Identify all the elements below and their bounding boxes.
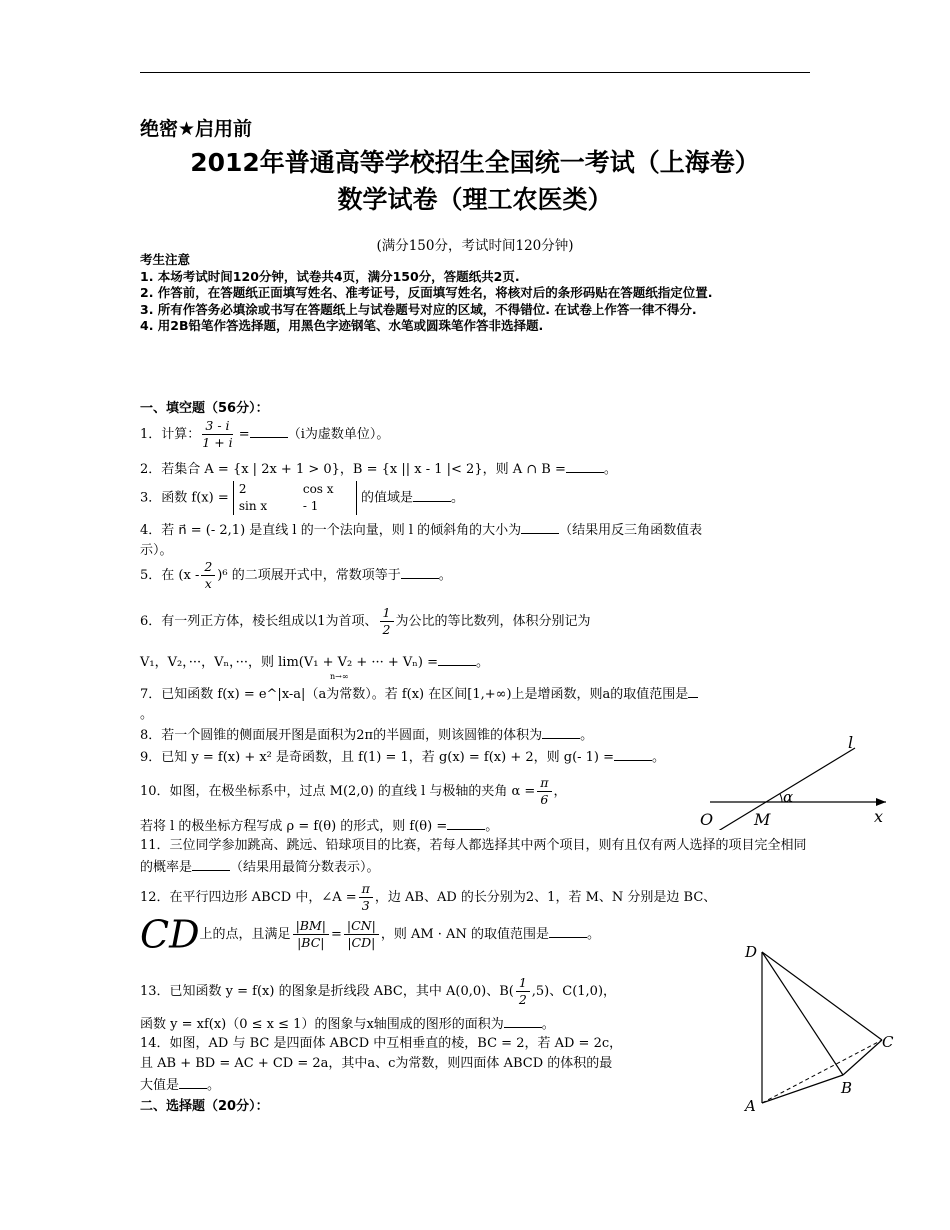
top-rule bbox=[140, 72, 810, 73]
question-4: 4．若 n⃗ = (- 2,1) 是直线 l 的一个法向量，则 l 的倾斜角的大小为 （结果用反三角函数值表 示）。 bbox=[140, 519, 812, 561]
answer-blank bbox=[549, 923, 587, 938]
answer-blank bbox=[192, 856, 230, 871]
fraction: $\frac{\pi}{6}$ bbox=[537, 775, 551, 808]
question-1: 1．计算： $\frac{3 - i}{1 + i}$ = （i为虚数单位）。 bbox=[140, 418, 390, 450]
notes-heading: 考生注意 bbox=[140, 252, 191, 267]
label-l: l bbox=[848, 733, 854, 752]
question-12-line2: CD上的点，且满足 $\frac{|BM|}{|BC|}$ = $\frac{|CN|}{|CD|}$ ，则 AM · AN 的取值范围是 。 bbox=[140, 912, 600, 957]
fraction: $\frac{2}{x}$ bbox=[201, 559, 215, 592]
exam-title: 2012年普通高等学校招生全国统一考试（上海卷） bbox=[190, 148, 760, 177]
question-2: 2．若集合 A = {x | 2x + 1 > 0}，B = {x || x - 1 |< 2}，则 A ∩ B = 。 bbox=[140, 458, 812, 480]
fraction: $\frac{1}{2}$ bbox=[516, 975, 530, 1008]
question-12: 12．在平行四边形 ABCD 中，∠A = $\frac{\pi}{3}$ ，边 AB、AD 的长分别为2、1，若 M、N 分别是边 BC、 bbox=[140, 881, 717, 913]
question-6: 6．有一列正方体，棱长组成以1为首项、 $\frac{1}{2}$ 为公比的等比数列，体积分别记为 bbox=[140, 605, 591, 637]
polar-axis-figure bbox=[690, 730, 890, 830]
answer-blank bbox=[447, 815, 485, 830]
label-x: x bbox=[874, 807, 884, 826]
question-3: 3．函数 f(x) = 2 cos x sin x - 1 的值域是 。 bbox=[140, 482, 465, 513]
fraction: $\frac{|BM|}{|BC|}$ bbox=[293, 918, 329, 951]
answer-blank bbox=[542, 724, 580, 739]
fraction: $\frac{|CN|}{|CD|}$ bbox=[344, 918, 379, 951]
exam-subject: 数学试卷（理工农医类） bbox=[337, 185, 613, 214]
question-11: 11．三位同学参加跳高、跳远、铅球项目的比赛，若每人都选择其中两个项目，则有且仅有两人选择的项目完全相同的概率是 （结果用最简分数表示）。 bbox=[140, 838, 807, 875]
note-item: 3. 所有作答务必填涂或书写在答题纸上与试卷题号对应的区域，不得错位. 在试卷上作答一律不得分. bbox=[140, 301, 697, 317]
question-5: 5．在 (x - $\frac{2}{x}$ )⁶ 的二项展开式中，常数项等于 。 bbox=[140, 559, 452, 591]
answer-blank bbox=[688, 683, 698, 698]
answer-blank bbox=[413, 487, 451, 502]
answer-blank bbox=[504, 1013, 542, 1028]
question-6-line2: V₁，V₂，···，Vₙ，···，则 lim(V₁ + V₂ + ··· + Vₙ) = 。 n→∞ bbox=[140, 651, 812, 673]
fraction: $\frac{\pi}{3}$ bbox=[359, 881, 373, 914]
fraction: $\frac{1}{2}$ bbox=[380, 605, 394, 638]
axis-arrow bbox=[876, 798, 886, 806]
note-item: 2. 作答前，在答题纸正面填写姓名、准考证号，反面填写姓名，将核对后的条形码贴在答题纸指定位置. bbox=[140, 285, 713, 300]
label-alpha: α bbox=[783, 788, 794, 806]
answer-blank bbox=[179, 1074, 207, 1089]
question-7: 7．已知函数 f(x) = e^|x-a|（a为常数）。若 f(x) 在区间[1,+∞)上是增函数，则a的取值范围是 。 bbox=[140, 683, 812, 725]
answer-blank bbox=[566, 458, 604, 473]
note-item: 4. 用2B铅笔作答选择题，用黑色字迹钢笔、水笔或圆珠笔作答非选择题. bbox=[140, 318, 544, 333]
label-O: O bbox=[700, 810, 714, 829]
edge-DB bbox=[762, 952, 843, 1075]
edge-DC bbox=[762, 952, 882, 1040]
answer-blank bbox=[614, 746, 652, 761]
edge-AC-hidden bbox=[762, 1040, 882, 1103]
note-item: 1. 本场考试时间120分钟，试卷共4页，满分150分，答题纸共2页. bbox=[140, 268, 520, 284]
determinant: 2 cos x sin x - 1 bbox=[233, 481, 357, 515]
answer-blank bbox=[521, 519, 559, 534]
answer-blank bbox=[250, 423, 288, 438]
edge-AB bbox=[762, 1075, 843, 1103]
label-B: B bbox=[841, 1079, 853, 1097]
question-8: 8．若一个圆锥的侧面展开图是面积为2π的半圆面，则该圆锥的体积为 。 bbox=[140, 724, 680, 746]
candidate-notes bbox=[140, 252, 812, 335]
section-fill-in-heading: 一、填空题（56分）： bbox=[140, 401, 269, 416]
tetrahedron-figure bbox=[735, 935, 905, 1120]
label-A: A bbox=[745, 1097, 756, 1115]
exam-info: (满分150分，考试时间120分钟) bbox=[376, 238, 574, 254]
question-9: 9．已知 y = f(x) + x² 是奇函数，且 f(1) = 1，若 g(x) = f(x) + 2，则 g(- 1) = 。 bbox=[140, 746, 740, 768]
label-C: C bbox=[882, 1033, 894, 1051]
label-D: D bbox=[745, 943, 758, 961]
answer-blank bbox=[438, 651, 476, 666]
label-M: M bbox=[754, 810, 771, 829]
question-14: 14．如图，AD 与 BC 是四面体 ABCD 中互相垂直的棱，BC = 2，若 AD = 2c， 且 AB + BD = AC + CD = 2a，其中a、c为常数，则四面体 ABCD 的体积的最 大值是 。 bbox=[140, 1036, 623, 1093]
question-13-line2: 函数 y = xf(x)（0 ≤ x ≤ 1）的图象与x轴围成的图形的面积为 。 bbox=[140, 1013, 730, 1035]
secret-label: 绝密★启用前 bbox=[140, 118, 253, 140]
question-10-line2: 若将 l 的极坐标方程写成 ρ = f(θ) 的形式，则 f(θ) = 。 bbox=[140, 815, 680, 837]
fraction: $\frac{3 - i}{1 + i}$ bbox=[202, 418, 233, 450]
section-choice-heading: 二、选择题（20分）： bbox=[140, 1099, 269, 1114]
answer-blank bbox=[401, 564, 439, 579]
angle-arc bbox=[780, 794, 782, 802]
question-10: 10．如图，在极坐标系中，过点 M(2,0) 的直线 l 与极轴的夹角 α = $\frac{\pi}{6}$ ， bbox=[140, 775, 567, 807]
question-13: 13．已知函数 y = f(x) 的图象是折线段 ABC，其中 A(0,0)、B( $\frac{1}{2}$ ,5)、C(1,0)， bbox=[140, 975, 617, 1007]
